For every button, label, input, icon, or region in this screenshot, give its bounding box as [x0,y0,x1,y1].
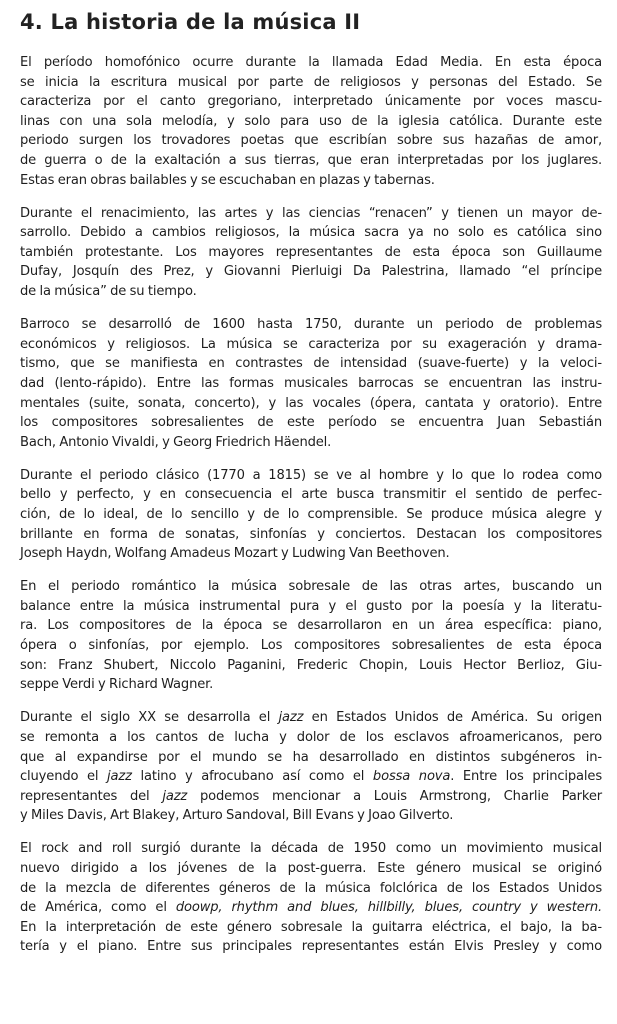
text-line: se remonta a los cantos de lucha y dolor de los esclavos afroamericanos, pero [20,729,602,745]
text-line: Joseph Haydn, Wolfang Amadeus Mozart y Ludwing Van Beethoven. [20,546,450,562]
text-line: balance entre la música instrumental pura y el gusto por la poesía y la literatu- [20,598,602,614]
text-line: también protestante. Los mayores representantes de esta época son Guillaume [20,244,602,260]
text-line: brillante en forma de sonatas, sinfonías y conciertos. Destacan los compositores [20,526,602,542]
text-line: Durante el renacimiento, las artes y las ciencias “renacen” y tienen un mayor de- [20,205,602,221]
paragraph [20,466,602,564]
text-line: de América, como el doowp, rhythm and blues, hillbilly, blues, country y western. [20,900,603,916]
paragraph [20,53,602,190]
text-line: Dufay, Josquín des Prez, y Giovanni Pierluigi Da Palestrina, llamado “el príncipe [20,264,602,280]
text-line: En el periodo romántico la música sobresale de las otras artes, buscando un [20,579,602,595]
paragraph [20,577,602,695]
text-line: nuevo dirigido a los jóvenes de la post-guerra. Este género musical se originó [20,860,602,876]
text-line: económicos y religiosos. La música se caracteriza por su exageración y drama- [20,336,602,352]
text-line: los compositores sobresalientes de este período se encuentra Juan Sebastián [20,415,602,431]
text-line: representantes del jazz podemos mencionar a Louis Armstrong, Charlie Parker [20,788,602,804]
text-line: tería y el piano. Entre sus principales representantes están Elvis Presley y como [20,939,602,955]
text-line: bello y perfecto, y en consecuencia el arte busca transmitir el sentido de perfec- [20,487,602,503]
text-line: Durante el siglo XX se desarrolla el jazz en Estados Unidos de América. Su origen [20,710,603,726]
text-line: y Miles Davis, Art Blakey, Arturo Sandoval, Bill Evans y Joao Gilverto. [20,808,454,824]
text-line: Barroco se desarrolló de 1600 hasta 1750, durante un periodo de problemas [20,317,602,333]
text-line: En la interpretación de este género sobresale la guitarra eléctrica, el bajo, la ba- [20,919,602,935]
text-line: linas con una sola melodía, y solo para uso de la iglesia católica. Durante este [20,113,602,129]
text-line: El período homofónico ocurre durante la llamada Edad Media. En esta época [20,55,602,70]
text-line: ra. Los compositores de la época se desarrollaron en un área específica: piano, [20,618,602,634]
text-line: de la mezcla de diferentes géneros de la música folclórica de los Estados Unidos [20,880,602,896]
text-line: ción, de lo ideal, de lo sencillo y de lo comprensible. Se produce música alegre y [20,506,602,522]
paragraph [20,708,602,826]
text-line: mentales (suite, sonata, concerto), y las vocales (ópera, cantata y oratorio). Entre [20,395,602,411]
text-line: sarrollo. Debido a cambios religiosos, la música sacra ya no solo es católica sino [20,225,602,241]
text-line: ópera o sinfonías, por ejemplo. Los compositores sobresalientes de esta época [20,638,602,654]
text-line: El rock and roll surgió durante la década de 1950 como un movimiento musical [20,841,602,857]
section-title: 4. La historia de la música II [20,10,361,34]
body-text [20,53,602,957]
paragraph [20,839,602,957]
text-line: son: Franz Shubert, Niccolo Paganini, Frederic Chopin, Louis Hector Berlioz, Giu- [20,657,602,673]
text-line: cluyendo el jazz latino y afrocubano así como el bossa nova. Entre los principales [20,769,602,785]
text-line: Bach, Antonio Vivaldi, y Georg Friedrich Häendel. [20,434,332,450]
text-line: Durante el periodo clásico (1770 a 1815) se ve al hombre y lo que lo rodea como [20,467,602,483]
paragraph [20,204,602,302]
text-line: seppe Verdi y Richard Wagner. [20,677,214,693]
text-line: caracteriza por el canto gregoriano, interpretado únicamente por voces mascu- [20,94,602,110]
text-line: Estas eran obras bailables y se escuchaban en plazas y tabernas. [20,172,435,188]
paragraph [20,315,602,452]
text-line: de guerra o de la exaltación a sus tierras, que eran interpretadas por los juglares. [20,152,602,168]
text-line: de la música” de su tiempo. [20,284,197,300]
text-line: se inicia la escritura musical por parte de religiosos y personas del Estado. Se [20,74,602,90]
text-line: periodo surgen los trovadores poetas que escribían sobre sus hazañas de amor, [20,133,602,149]
text-line: que al expandirse por el mundo se ha desarrollado en distintos subgéneros in- [20,749,602,765]
text-line: dad (lento-rápido). Entre las formas musicales barrocas se encuentran las instru- [20,375,602,391]
text-line: tismo, que se manifiesta en contrastes de intensidad (suave-fuerte) y la veloci- [20,356,602,372]
